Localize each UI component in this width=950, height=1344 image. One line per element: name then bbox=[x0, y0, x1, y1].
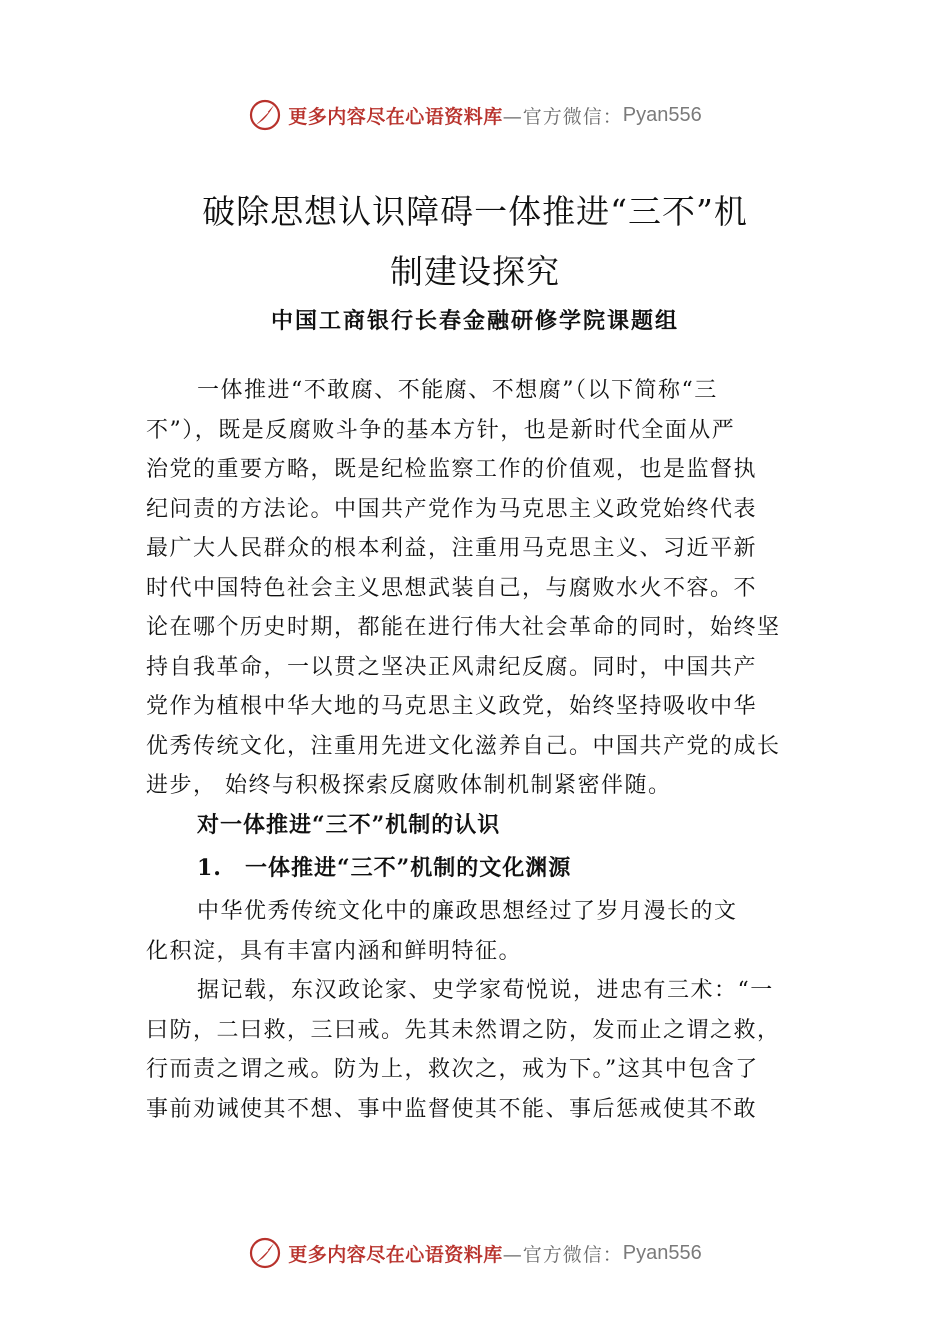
text-line: 论在哪个历史时期，都能在进行伟大社会革命的同时，始终坚 bbox=[146, 615, 781, 640]
text-line: 曰防，二曰救，三曰戒。先其未然谓之防，发而止之谓之救， bbox=[146, 1017, 781, 1043]
text-line: 治党的重要方略，既是纪检监察工作的价值观，也是监督执 bbox=[146, 457, 758, 482]
paragraph-3 bbox=[146, 971, 826, 1129]
subsection-title: 一体推进“三不”机制的文化渊源 bbox=[245, 855, 572, 881]
text-line: 党作为植根中华大地的马克思主义政党，始终坚持吸收中华 bbox=[146, 694, 758, 719]
text-line: 事前劝诫使其不想、事中监督使其不能、事后惩戒使其不敢 bbox=[146, 1096, 758, 1122]
text-line: 中华优秀传统文化中的廉政思想经过了岁月漫长的文 bbox=[197, 899, 738, 924]
document-title-line-2: 制建设探究 bbox=[390, 252, 560, 291]
text-line: 一体推进“不敢腐、不能腐、不想腐”（以下简称“三 bbox=[197, 378, 718, 403]
text-line: 持自我革命，一以贯之坚决正风肃纪反腐。同时，中国共产 bbox=[146, 654, 758, 680]
intro-paragraph bbox=[146, 371, 826, 806]
text-line: 优秀传统文化，注重用先进文化滋养自己。中国共产党的成长 bbox=[146, 733, 781, 759]
text-line: 最广大人民群众的根本利益，注重用马克思主义、习近平新 bbox=[146, 536, 758, 561]
header-banner bbox=[0, 95, 950, 135]
text-line: 据记载，东汉政论家、史学家荀悦说，进忠有三术：“一 bbox=[197, 978, 774, 1003]
subsection-heading bbox=[197, 851, 571, 882]
paragraph-2 bbox=[146, 892, 826, 971]
banner-title: 更多内容尽在心语资料库 bbox=[288, 105, 503, 128]
banner-wechat-id: Pyan556 bbox=[622, 1241, 702, 1264]
document-title-line-1: 破除思想认识障碍一体推进“三不”机 bbox=[202, 192, 748, 231]
text-line: 纪问责的方法论。中国共产党作为马克思主义政党始终代表 bbox=[146, 496, 758, 522]
banner-wechat-label: —官方微信： bbox=[502, 105, 623, 128]
banner-wechat-id: Pyan556 bbox=[622, 103, 702, 126]
banner-wechat-label: —官方微信： bbox=[502, 1243, 623, 1266]
text-line: 进步， 始终与积极探索反腐败体制机制紧密伴随。 bbox=[146, 773, 672, 798]
text-line: 化积淀，具有丰富内涵和鲜明特征。 bbox=[146, 938, 523, 964]
feather-pen-logo-icon bbox=[248, 98, 282, 132]
document-author: 中国工商银行长春金融研修学院课题组 bbox=[270, 308, 679, 334]
footer-banner bbox=[0, 1233, 950, 1273]
section-heading: 对一体推进“三不”机制的认识 bbox=[197, 812, 501, 838]
banner-title: 更多内容尽在心语资料库 bbox=[288, 1243, 503, 1266]
text-line: 时代中国特色社会主义思想武装自己，与腐败水火不容。不 bbox=[146, 575, 758, 601]
subsection-number: 1. bbox=[197, 855, 222, 881]
feather-pen-logo-icon bbox=[248, 1236, 282, 1270]
text-line: 行而责之谓之戒。防为上，救次之，戒为下。”这其中包含了 bbox=[146, 1057, 759, 1082]
text-line: 不”），既是反腐败斗争的基本方针，也是新时代全面从严 bbox=[146, 417, 736, 443]
